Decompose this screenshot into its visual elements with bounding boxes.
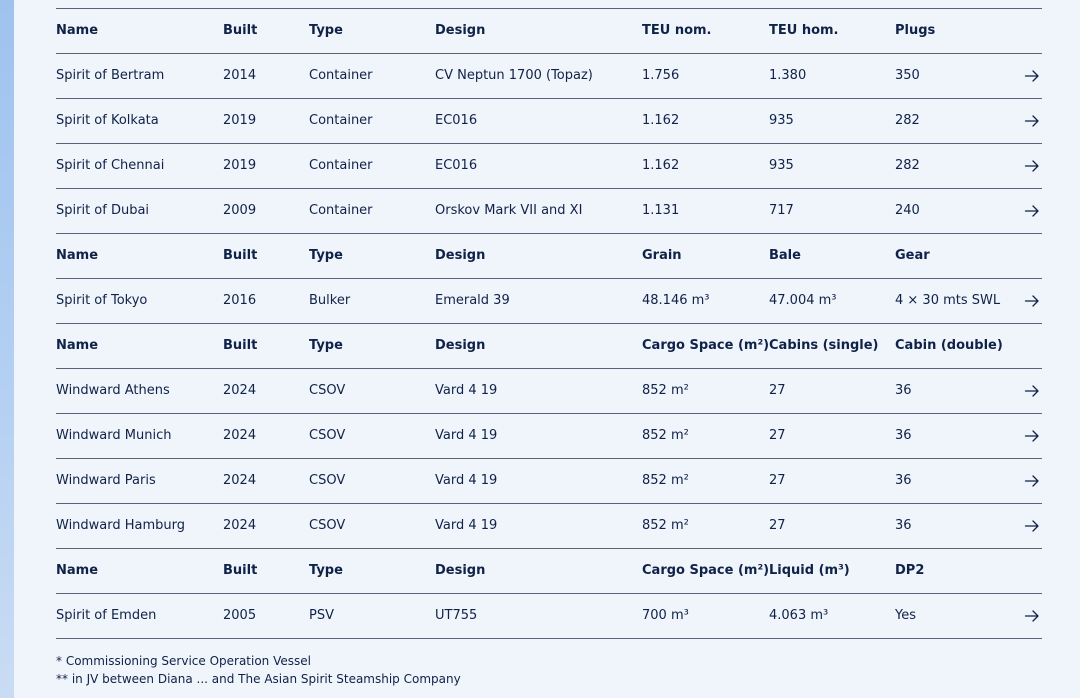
table-cell: 935 — [769, 113, 794, 128]
table-row[interactable] — [56, 459, 1042, 504]
arrow-right-icon[interactable] — [1024, 203, 1040, 219]
column-header: Built — [223, 338, 258, 353]
arrow-right-icon[interactable] — [1024, 428, 1040, 444]
column-header: Grain — [642, 248, 682, 263]
table-cell: 27 — [769, 383, 786, 398]
table-cell: Spirit of Bertram — [56, 68, 165, 83]
table-row[interactable] — [56, 189, 1042, 234]
column-header: Name — [56, 23, 99, 38]
table-cell: 350 — [895, 68, 920, 83]
table-cell: PSV — [309, 608, 334, 623]
column-header: DP2 — [895, 563, 925, 578]
column-header: Design — [435, 23, 486, 38]
arrow-right-icon[interactable] — [1024, 158, 1040, 174]
table-cell: Windward Athens — [56, 383, 170, 398]
table-cell: Vard 4 19 — [435, 383, 498, 398]
table-cell: EC016 — [435, 113, 478, 128]
arrow-right-icon[interactable] — [1024, 473, 1040, 489]
column-header: Cabin (double) — [895, 338, 1003, 353]
table-cell: Spirit of Chennai — [56, 158, 165, 173]
table-cell: 48.146 m³ — [642, 293, 710, 308]
table-row[interactable] — [56, 369, 1042, 414]
table-cell: CV Neptun 1700 (Topaz) — [435, 68, 593, 83]
table-cell: 1.756 — [642, 68, 680, 83]
arrow-right-icon[interactable] — [1024, 293, 1040, 309]
table-cell: 1.380 — [769, 68, 807, 83]
table-cell: 1.131 — [642, 203, 680, 218]
table-cell: 852 m² — [642, 383, 689, 398]
table-cell: 4.063 m³ — [769, 608, 829, 623]
table-cell: Vard 4 19 — [435, 518, 498, 533]
column-header: Name — [56, 248, 99, 263]
column-header: Name — [56, 563, 99, 578]
arrow-right-icon[interactable] — [1024, 68, 1040, 84]
table-row[interactable] — [56, 144, 1042, 189]
arrow-right-icon[interactable] — [1024, 383, 1040, 399]
table-cell: CSOV — [309, 518, 346, 533]
table-cell: 2024 — [223, 428, 257, 443]
column-header: Type — [309, 248, 343, 263]
table-cell: Vard 4 19 — [435, 473, 498, 488]
table-cell: 2024 — [223, 383, 257, 398]
table-cell: EC016 — [435, 158, 478, 173]
table-cell: Spirit of Dubai — [56, 203, 150, 218]
table-cell: 2019 — [223, 113, 257, 128]
table-row[interactable] — [56, 54, 1042, 99]
footnote-jv: ** in JV between Diana ... and The Asian Spirit Steamship Company — [56, 672, 461, 686]
column-header: Type — [309, 563, 343, 578]
column-header: Bale — [769, 248, 801, 263]
footnotes — [56, 652, 461, 688]
table-cell: 4 × 30 mts SWL — [895, 293, 1001, 308]
table-cell: 2019 — [223, 158, 257, 173]
table-cell: CSOV — [309, 473, 346, 488]
column-header: Built — [223, 563, 258, 578]
table-header-row — [56, 234, 1042, 279]
table-row[interactable] — [56, 99, 1042, 144]
table-cell: 36 — [895, 473, 912, 488]
table-cell: 36 — [895, 383, 912, 398]
table-cell: 2009 — [223, 203, 257, 218]
table-cell: Container — [309, 113, 373, 128]
column-header: Gear — [895, 248, 930, 263]
table-cell: 1.162 — [642, 158, 680, 173]
table-cell: 717 — [769, 203, 794, 218]
table-row[interactable] — [56, 594, 1042, 639]
table-cell: 700 m³ — [642, 608, 689, 623]
column-header: Design — [435, 563, 486, 578]
table-cell: Container — [309, 158, 373, 173]
table-header-row — [56, 9, 1042, 54]
table-cell: 935 — [769, 158, 794, 173]
column-header: Type — [309, 338, 343, 353]
table-cell: 2016 — [223, 293, 257, 308]
table-cell: Windward Hamburg — [56, 518, 186, 533]
table-cell: Container — [309, 203, 373, 218]
table-cell: 27 — [769, 518, 786, 533]
table-cell: 852 m² — [642, 518, 689, 533]
table-cell: CSOV — [309, 383, 346, 398]
column-header: Design — [435, 338, 486, 353]
arrow-right-icon[interactable] — [1024, 608, 1040, 624]
column-header: Cabins (single) — [769, 338, 879, 353]
table-cell: 240 — [895, 203, 920, 218]
table-cell: CSOV — [309, 428, 346, 443]
column-header: Design — [435, 248, 486, 263]
column-header: TEU nom. — [642, 23, 712, 38]
arrow-right-icon[interactable] — [1024, 518, 1040, 534]
table-cell: Spirit of Kolkata — [56, 113, 159, 128]
table-cell: Vard 4 19 — [435, 428, 498, 443]
column-header: Name — [56, 338, 99, 353]
column-header: Liquid (m³) — [769, 563, 850, 578]
table-cell: Spirit of Tokyo — [56, 293, 148, 308]
column-header: Plugs — [895, 23, 936, 38]
column-header: Built — [223, 248, 258, 263]
footnote-csov: * Commissioning Service Operation Vessel — [56, 654, 311, 668]
table-cell: 1.162 — [642, 113, 680, 128]
table-cell: 2024 — [223, 473, 257, 488]
table-cell: Orskov Mark VII and XI — [435, 203, 583, 218]
arrow-right-icon[interactable] — [1024, 113, 1040, 129]
fleet-table — [56, 8, 1042, 639]
table-cell: 282 — [895, 113, 920, 128]
table-row[interactable] — [56, 504, 1042, 549]
table-cell: Yes — [895, 608, 916, 623]
left-accent-strip — [0, 0, 14, 698]
table-cell: 852 m² — [642, 473, 689, 488]
table-cell: Emerald 39 — [435, 293, 510, 308]
column-header: Cargo Space (m²) — [642, 563, 770, 578]
table-cell: 47.004 m³ — [769, 293, 837, 308]
table-row[interactable] — [56, 279, 1042, 324]
table-cell: 2005 — [223, 608, 257, 623]
table-cell: 27 — [769, 473, 786, 488]
table-cell: 36 — [895, 428, 912, 443]
column-header: TEU hom. — [769, 23, 839, 38]
table-cell: Container — [309, 68, 373, 83]
table-cell: Windward Paris — [56, 473, 156, 488]
table-cell: Windward Munich — [56, 428, 172, 443]
table-cell: 2024 — [223, 518, 257, 533]
table-cell: 36 — [895, 518, 912, 533]
column-header: Type — [309, 23, 343, 38]
table-cell: 27 — [769, 428, 786, 443]
column-header: Cargo Space (m²) — [642, 338, 770, 353]
table-cell: Spirit of Emden — [56, 608, 157, 623]
column-header: Built — [223, 23, 258, 38]
table-cell: 282 — [895, 158, 920, 173]
table-cell: 852 m² — [642, 428, 689, 443]
table-header-row — [56, 324, 1042, 369]
table-cell: Bulker — [309, 293, 351, 308]
table-cell: 2014 — [223, 68, 257, 83]
table-header-row — [56, 549, 1042, 594]
table-cell: UT755 — [435, 608, 478, 623]
table-row[interactable] — [56, 414, 1042, 459]
